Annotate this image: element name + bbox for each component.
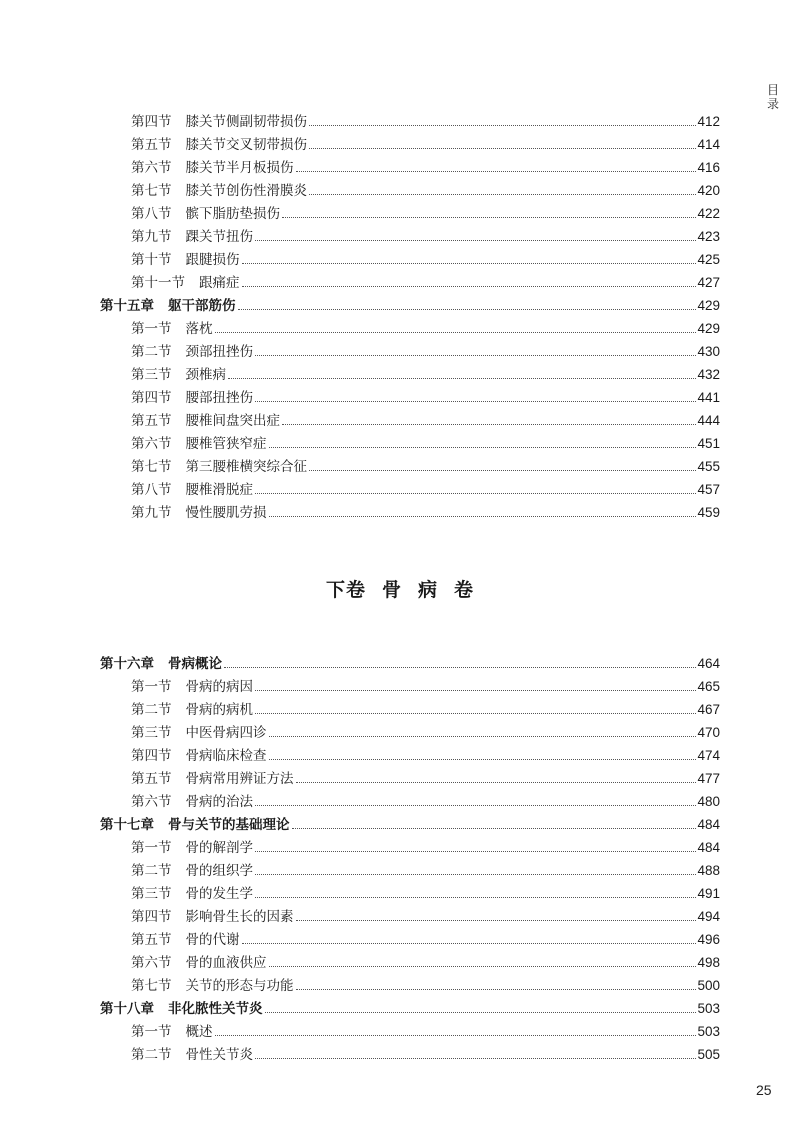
toc-entry-number: 第六节	[131, 436, 172, 452]
toc-entry-title: 落枕	[185, 321, 213, 337]
toc-entry-number: 第六节	[131, 160, 172, 176]
toc-dot-leader	[282, 424, 696, 425]
toc-section-entry	[100, 200, 720, 223]
toc-chapter-entry	[100, 995, 720, 1018]
toc-entry-title: 髌下脂肪垫损伤	[185, 206, 280, 222]
toc-entry-number: 第二节	[131, 863, 172, 879]
toc-entry-title: 骨与关节的基础理论	[168, 817, 290, 833]
toc-entry-number: 第五节	[131, 413, 172, 429]
toc-section-entry	[100, 499, 720, 522]
toc-section-entry	[100, 223, 720, 246]
toc-dot-leader	[255, 805, 696, 806]
toc-entry-title: 膝关节半月板损伤	[185, 160, 294, 176]
toc-entry-number: 第七节	[131, 183, 172, 199]
toc-entry-title: 膝关节侧副韧带损伤	[185, 114, 307, 130]
page-number: 25	[756, 1082, 772, 1098]
toc-entry-page: 430	[697, 344, 720, 359]
toc-dot-leader	[265, 1012, 697, 1013]
toc-entry-title: 腰部扭挫伤	[185, 390, 253, 406]
toc-dot-leader	[296, 989, 697, 990]
toc-entry-page: 505	[697, 1047, 720, 1062]
toc-entry-page: 429	[697, 321, 720, 336]
toc-entry-page: 500	[697, 978, 720, 993]
toc-entry-page: 427	[697, 275, 720, 290]
toc-entry-number: 第六节	[131, 794, 172, 810]
toc-entry-number: 第一节	[131, 679, 172, 695]
volume-heading-part: 下卷	[325, 579, 366, 601]
volume-heading-part: 卷	[454, 579, 475, 601]
toc-dot-leader	[282, 217, 696, 218]
toc-section-entry	[100, 269, 720, 292]
toc-entry-title: 颈椎病	[185, 367, 226, 383]
toc-entry-number: 第六节	[131, 955, 172, 971]
toc-entry-page: 480	[697, 794, 720, 809]
toc-dot-leader	[238, 309, 697, 310]
toc-list-top	[100, 108, 720, 522]
toc-section-entry	[100, 246, 720, 269]
toc-section-entry	[100, 880, 720, 903]
toc-entry-number: 第十五章	[100, 298, 154, 314]
toc-entry-page: 420	[697, 183, 720, 198]
toc-entry-title: 影响骨生长的因素	[185, 909, 294, 925]
toc-dot-leader	[309, 470, 696, 471]
toc-entry-title: 中医骨病四诊	[185, 725, 267, 741]
toc-entry-page: 451	[697, 436, 720, 451]
toc-dot-leader	[255, 355, 696, 356]
toc-section-entry	[100, 673, 720, 696]
toc-chapter-entry	[100, 650, 720, 673]
toc-entry-title: 骨的组织学	[185, 863, 253, 879]
toc-section-entry	[100, 949, 720, 972]
toc-entry-title: 颈部扭挫伤	[185, 344, 253, 360]
toc-entry-title: 腰椎管狭窄症	[185, 436, 267, 452]
toc-dot-leader	[215, 1035, 697, 1036]
toc-entry-title: 膝关节交叉韧带损伤	[185, 137, 307, 153]
toc-entry-title: 踝关节扭伤	[185, 229, 253, 245]
toc-entry-page: 496	[697, 932, 720, 947]
toc-section-entry	[100, 765, 720, 788]
toc-entry-page: 432	[697, 367, 720, 382]
toc-entry-title: 骨病的病机	[185, 702, 253, 718]
toc-entry-page: 470	[697, 725, 720, 740]
toc-entry-title: 慢性腰肌劳损	[185, 505, 267, 521]
toc-section-entry	[100, 177, 720, 200]
toc-dot-leader	[255, 713, 696, 714]
toc-section-entry	[100, 430, 720, 453]
toc-dot-leader	[309, 194, 696, 195]
toc-entry-page: 422	[697, 206, 720, 221]
toc-section-entry	[100, 834, 720, 857]
toc-entry-title: 膝关节创伤性滑膜炎	[185, 183, 307, 199]
toc-entry-page: 488	[697, 863, 720, 878]
toc-dot-leader	[269, 447, 697, 448]
toc-dot-leader	[255, 493, 696, 494]
toc-dot-leader	[242, 263, 697, 264]
toc-section-entry	[100, 1041, 720, 1064]
toc-entry-title: 躯干部筋伤	[168, 298, 236, 314]
toc-entry-page: 455	[697, 459, 720, 474]
toc-entry-page: 416	[697, 160, 720, 175]
toc-section-entry	[100, 154, 720, 177]
toc-entry-number: 第三节	[131, 886, 172, 902]
toc-entry-number: 第九节	[131, 505, 172, 521]
toc-entry-page: 429	[697, 298, 720, 313]
volume-heading-part: 病	[418, 579, 439, 601]
running-header-char: 目	[766, 83, 779, 97]
toc-section-entry	[100, 926, 720, 949]
toc-dot-leader	[309, 148, 696, 149]
toc-section-entry	[100, 407, 720, 430]
toc-entry-page: 425	[697, 252, 720, 267]
toc-entry-number: 第九节	[131, 229, 172, 245]
toc-entry-title: 骨病的治法	[185, 794, 253, 810]
toc-entry-title: 骨病概论	[168, 656, 222, 672]
toc-entry-page: 491	[697, 886, 720, 901]
toc-entry-page: 465	[697, 679, 720, 694]
toc-section-entry	[100, 719, 720, 742]
toc-entry-page: 484	[697, 817, 720, 832]
toc-entry-number: 第一节	[131, 321, 172, 337]
toc-entry-page: 412	[697, 114, 720, 129]
toc-entry-page: 477	[697, 771, 720, 786]
toc-entry-number: 第二节	[131, 702, 172, 718]
toc-entry-page: 498	[697, 955, 720, 970]
toc-entry-title: 骨的发生学	[185, 886, 253, 902]
running-header-char: 录	[766, 97, 779, 111]
toc-dot-leader	[269, 966, 697, 967]
toc-entry-number: 第五节	[131, 771, 172, 787]
toc-section-entry	[100, 384, 720, 407]
toc-dot-leader	[296, 920, 697, 921]
toc-entry-title: 跟痛症	[199, 275, 240, 291]
toc-entry-number: 第十一节	[131, 275, 185, 291]
toc-entry-number: 第四节	[131, 748, 172, 764]
toc-dot-leader	[296, 782, 697, 783]
toc-entry-number: 第十六章	[100, 656, 154, 672]
toc-entry-title: 骨的解剖学	[185, 840, 253, 856]
toc-section-entry	[100, 857, 720, 880]
toc-entry-number: 第四节	[131, 390, 172, 406]
toc-entry-number: 第三节	[131, 367, 172, 383]
toc-entry-title: 骨病常用辨证方法	[185, 771, 294, 787]
toc-section-entry	[100, 1018, 720, 1041]
toc-dot-leader	[269, 759, 697, 760]
toc-entry-page: 414	[697, 137, 720, 152]
toc-chapter-entry	[100, 811, 720, 834]
toc-entry-page: 441	[697, 390, 720, 405]
toc-entry-number: 第七节	[131, 978, 172, 994]
toc-entry-title: 关节的形态与功能	[185, 978, 294, 994]
toc-section-entry	[100, 453, 720, 476]
toc-list-bottom	[100, 650, 720, 1064]
toc-entry-title: 骨的血液供应	[185, 955, 267, 971]
toc-entry-number: 第二节	[131, 344, 172, 360]
toc-dot-leader	[228, 378, 696, 379]
toc-entry-title: 第三腰椎横突综合征	[185, 459, 307, 475]
toc-chapter-entry	[100, 292, 720, 315]
toc-entry-number: 第四节	[131, 909, 172, 925]
toc-dot-leader	[255, 874, 696, 875]
toc-dot-leader	[242, 943, 697, 944]
toc-entry-number: 第一节	[131, 840, 172, 856]
toc-dot-leader	[309, 125, 696, 126]
toc-entry-page: 423	[697, 229, 720, 244]
toc-entry-page: 503	[697, 1024, 720, 1039]
toc-dot-leader	[269, 516, 697, 517]
toc-dot-leader	[292, 828, 697, 829]
toc-dot-leader	[255, 897, 696, 898]
toc-entry-number: 第一节	[131, 1024, 172, 1040]
toc-entry-title: 骨性关节炎	[185, 1047, 253, 1063]
toc-section-entry	[100, 315, 720, 338]
toc-section-entry	[100, 338, 720, 361]
toc-entry-title: 骨病临床检查	[185, 748, 267, 764]
toc-entry-page: 494	[697, 909, 720, 924]
toc-entry-number: 第十七章	[100, 817, 154, 833]
toc-entry-page: 459	[697, 505, 720, 520]
running-header-label	[766, 83, 780, 111]
toc-entry-number: 第四节	[131, 114, 172, 130]
toc-section-entry	[100, 361, 720, 384]
toc-dot-leader	[242, 286, 697, 287]
toc-dot-leader	[255, 1058, 696, 1059]
toc-section-entry	[100, 972, 720, 995]
toc-entry-number: 第八节	[131, 482, 172, 498]
toc-section-entry	[100, 696, 720, 719]
toc-section-entry	[100, 903, 720, 926]
toc-dot-leader	[255, 690, 696, 691]
toc-entry-page: 464	[697, 656, 720, 671]
toc-entry-page: 467	[697, 702, 720, 717]
toc-entry-number: 第十八章	[100, 1001, 154, 1017]
toc-dot-leader	[224, 667, 696, 668]
toc-entry-page: 444	[697, 413, 720, 428]
toc-section-entry	[100, 788, 720, 811]
toc-dot-leader	[255, 851, 696, 852]
volume-heading-part: 骨	[381, 579, 402, 601]
toc-entry-number: 第十节	[131, 252, 172, 268]
toc-entry-title: 腰椎滑脱症	[185, 482, 253, 498]
toc-entry-number: 第八节	[131, 206, 172, 222]
toc-section-entry	[100, 476, 720, 499]
toc-entry-page: 503	[697, 1001, 720, 1016]
toc-entry-number: 第二节	[131, 1047, 172, 1063]
toc-entry-page: 484	[697, 840, 720, 855]
volume-heading	[0, 575, 800, 602]
toc-entry-number: 第三节	[131, 725, 172, 741]
toc-dot-leader	[296, 171, 697, 172]
toc-entry-page: 457	[697, 482, 720, 497]
toc-entry-number: 第五节	[131, 932, 172, 948]
toc-entry-title: 骨的代谢	[185, 932, 240, 948]
toc-entry-title: 骨病的病因	[185, 679, 253, 695]
toc-entry-title: 非化脓性关节炎	[168, 1001, 263, 1017]
toc-section-entry	[100, 131, 720, 154]
toc-entry-title: 跟腱损伤	[185, 252, 240, 268]
toc-entry-page: 474	[697, 748, 720, 763]
toc-dot-leader	[255, 401, 696, 402]
toc-entry-title: 概述	[185, 1024, 213, 1040]
toc-entry-number: 第五节	[131, 137, 172, 153]
toc-section-entry	[100, 742, 720, 765]
toc-dot-leader	[269, 736, 697, 737]
toc-dot-leader	[255, 240, 696, 241]
toc-entry-title: 腰椎间盘突出症	[185, 413, 280, 429]
toc-entry-number: 第七节	[131, 459, 172, 475]
toc-section-entry	[100, 108, 720, 131]
toc-dot-leader	[215, 332, 697, 333]
